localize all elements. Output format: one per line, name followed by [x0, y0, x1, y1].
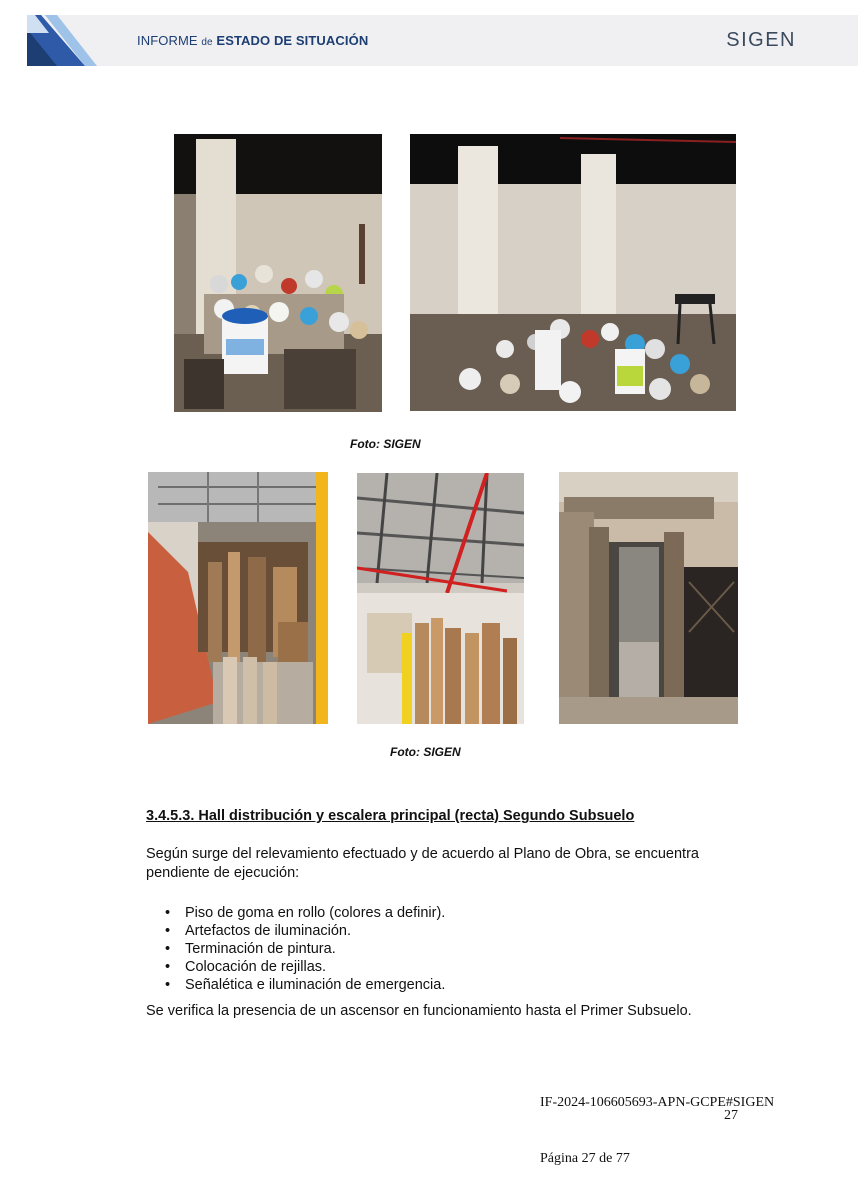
intro-line-2: pendiente de ejecución:: [146, 865, 300, 881]
photo-paint-cans-right: [410, 134, 736, 411]
section-title: 3.4.5.3. Hall distribución y escalera principal (recta) Segundo Subsuelo: [146, 808, 635, 824]
photo-caption-bottom: Foto: SIGEN: [390, 745, 461, 759]
list-item: • Artefactos de iluminación.: [163, 922, 445, 940]
report-title: INFORME de ESTADO DE SITUACIÓN: [137, 33, 369, 48]
pending-items-list: [163, 904, 445, 994]
list-item: • Terminación de pintura.: [163, 940, 445, 958]
document-id: IF-2024-106605693-APN-GCPE#SIGEN: [540, 1095, 775, 1110]
photo-caption-top: Foto: SIGEN: [350, 437, 421, 451]
photo-paint-cans-left: [174, 134, 382, 412]
page-indicator: Página 27 de 77: [540, 1151, 630, 1166]
photo-stored-materials: [148, 472, 328, 724]
photo-ceiling-wood: [357, 473, 524, 724]
closing-paragraph: Se verifica la presencia de un ascensor en funcionamiento hasta el Primer Subsuelo.: [146, 1003, 692, 1019]
intro-line-1: Según surge del relevamiento efectuado y de acuerdo al Plano de Obra, se encuentra: [146, 846, 699, 862]
document-page-number: 27: [724, 1108, 738, 1123]
sigen-logo-icon: [27, 15, 97, 66]
list-item: • Señalética e iluminación de emergencia.: [163, 976, 445, 994]
page-header: [27, 15, 858, 66]
brand-name: SIGEN: [726, 29, 796, 51]
list-item: • Colocación de rejillas.: [163, 958, 445, 976]
photo-doorway-frame: [559, 472, 738, 724]
list-item: • Piso de goma en rollo (colores a definir).: [163, 904, 445, 922]
